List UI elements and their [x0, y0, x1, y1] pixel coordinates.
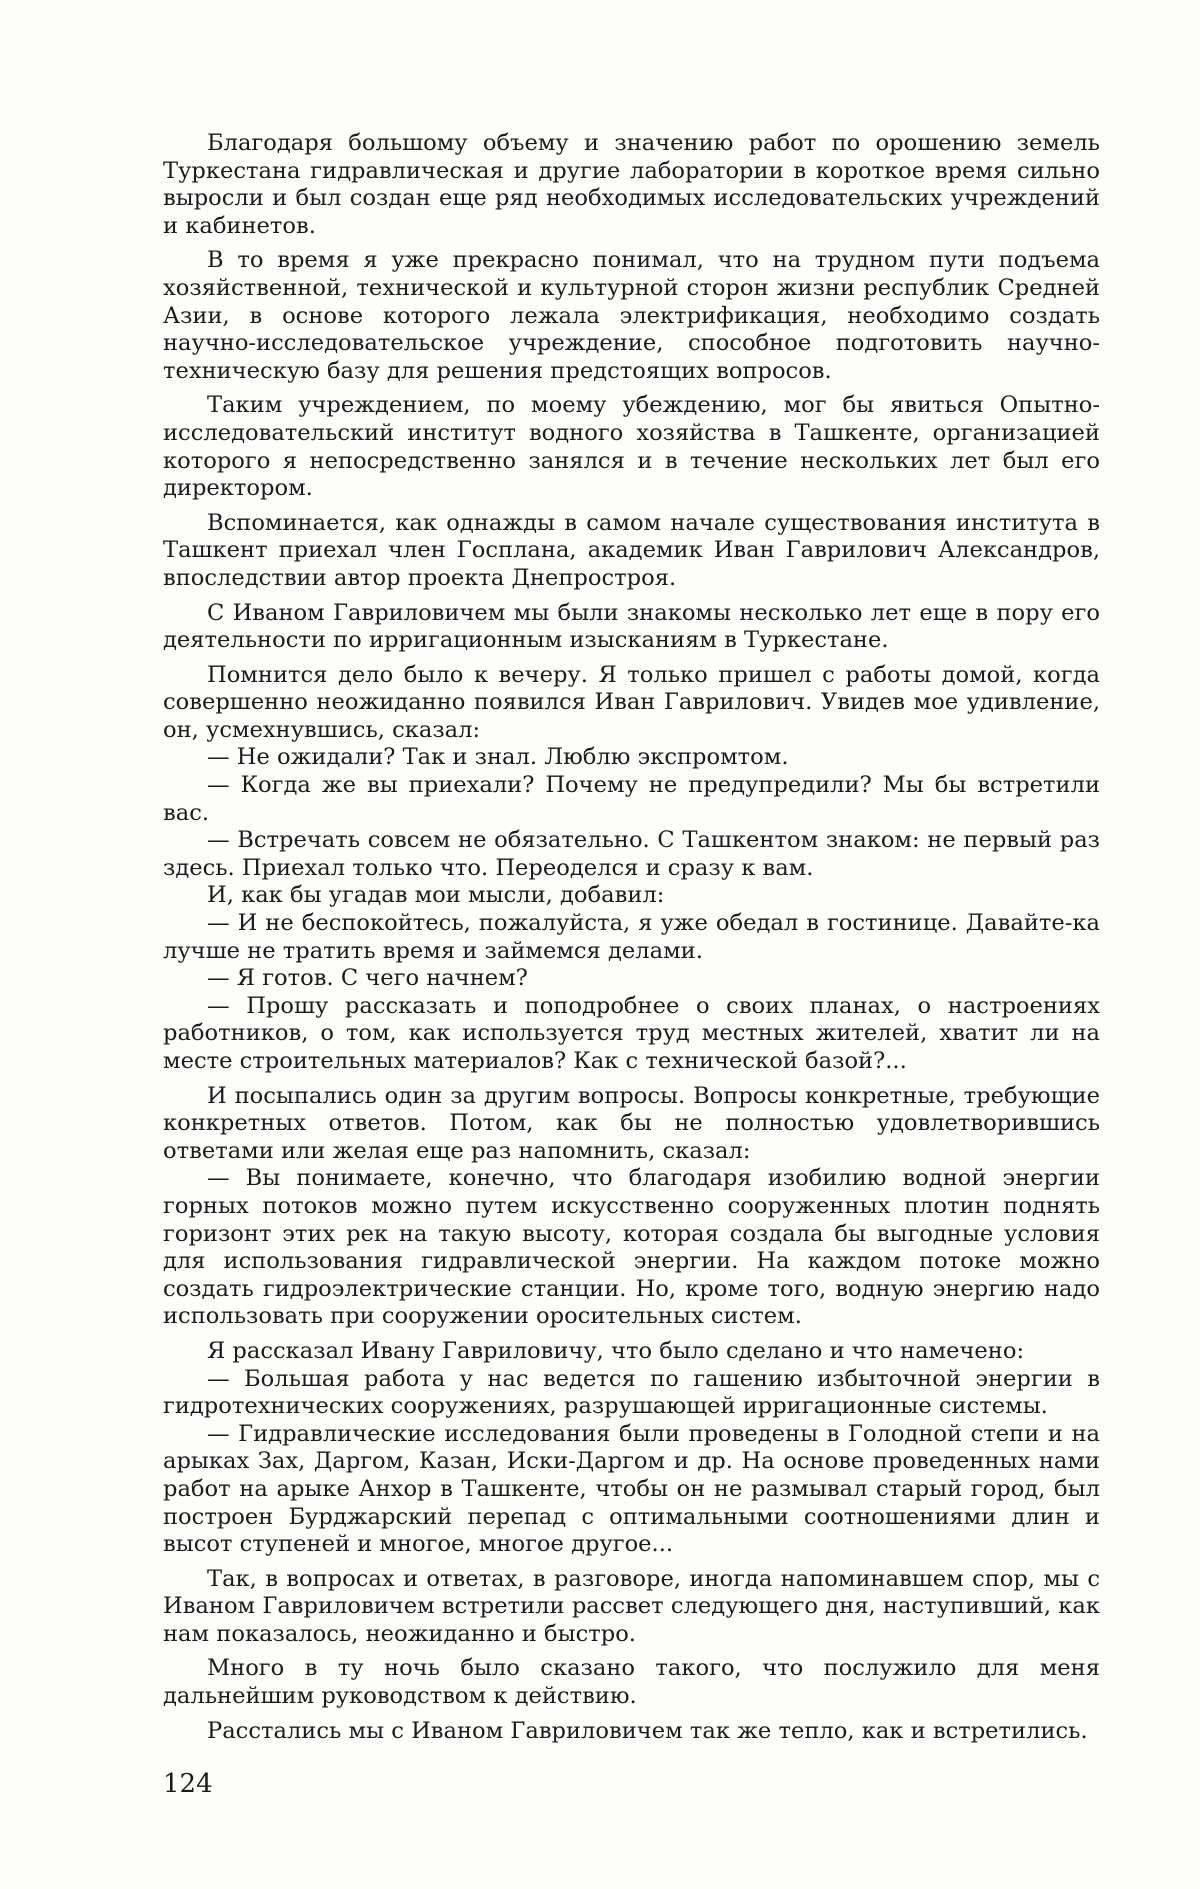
- dialog-line: — Когда же вы приехали? Почему не предупредили? Мы бы встретили вас.: [163, 772, 1100, 827]
- dialog-line: — Я готов. С чего начнем?: [163, 965, 1100, 993]
- dialog-line: — И не беспокойтесь, пожалуйста, я уже обедал в гостинице. Давайте-ка лучше не тратить время и займемся делами.: [163, 910, 1100, 965]
- page-text: [163, 130, 1100, 1752]
- paragraph: И, как бы угадав мои мысли, добавил:: [163, 882, 1100, 910]
- paragraph: Много в ту ночь было сказано такого, что послужило для меня дальнейшим руководством к действию.: [163, 1655, 1100, 1710]
- paragraph: Таким учреждением, по моему убеждению, мог бы явиться Опытно-исследовательский институт водного хозяйства в Ташкенте, организацией которого я непосредственно занялся и в течение нескольких лет был его директором.: [163, 392, 1100, 502]
- paragraph: Расстались мы с Иваном Гавриловичем так же тепло, как и встретились.: [163, 1718, 1100, 1746]
- dialog-line: — Гидравлические исследования были проведены в Голодной степи и на арыках Зах, Даргом, Казан, Иски-Даргом и др. На основе проведенных нами работ на арыке Анхор в Ташкенте, чтобы он не размывал старый город, был построен Бурджарский перепад с оптимальными соотношениями длин и высот ступеней и многое, многое другое...: [163, 1421, 1100, 1559]
- paragraph: С Иваном Гавриловичем мы были знакомы несколько лет еще в пору его деятельности по ирригационным изысканиям в Туркестане.: [163, 600, 1100, 655]
- paragraph: Помнится дело было к вечеру. Я только пришел с работы домой, когда совершенно неожиданно появился Иван Гаврилович. Увидев мое удивление, он, усмехнувшись, сказал:: [163, 662, 1100, 745]
- paragraph: Благодаря большому объему и значению работ по орошению земель Туркестана гидравлическая и другие лаборатории в короткое время сильно выросли и был создан еще ряд необходимых исследовательских учреждений и кабинетов.: [163, 130, 1100, 240]
- paragraph: Вспоминается, как однажды в самом начале существования института в Ташкент приехал член Госплана, академик Иван Гаврилович Александров, впоследствии автор проекта Днепростроя.: [163, 510, 1100, 593]
- paragraph: Я рассказал Ивану Гавриловичу, что было сделано и что намечено:: [163, 1338, 1100, 1366]
- paragraph: В то время я уже прекрасно понимал, что на трудном пути подъема хозяйственной, технической и культурной сторон жизни республик Средней Азии, в основе которого лежала электрификация, необходимо создать научно-исследовательское учреждение, способное подготовить научно-техническую базу для решения предстоящих вопросов.: [163, 247, 1100, 385]
- book-page: [0, 0, 1200, 1889]
- dialog-line: — Вы понимаете, конечно, что благодаря изобилию водной энергии горных потоков можно путем искусственно сооруженных плотин поднять горизонт этих рек на такую высоту, которая создала бы выгодные условия для использования гидравлической энергии. На каждом потоке можно создать гидроэлектрические станции. Но, кроме того, водную энергию надо использовать при сооружении оросительных систем.: [163, 1165, 1100, 1331]
- paragraph: Так, в вопросах и ответах, в разговоре, иногда напоминавшем спор, мы с Иваном Гавриловичем встретили рассвет следующего дня, наступивший, как нам показалось, неожиданно и быстро.: [163, 1566, 1100, 1649]
- page-number: 124: [163, 1769, 213, 1799]
- dialog-line: — Встречать совсем не обязательно. С Ташкентом знаком: не первый раз здесь. Приехал только что. Переоделся и сразу к вам.: [163, 827, 1100, 882]
- dialog-line: — Не ожидали? Так и знал. Люблю экспромтом.: [163, 744, 1100, 772]
- dialog-line: — Большая работа у нас ведется по гашению избыточной энергии в гидротехнических сооружениях, разрушающей ирригационные системы.: [163, 1366, 1100, 1421]
- paragraph: И посыпались один за другим вопросы. Вопросы конкретные, требующие конкретных ответов. Потом, как бы не полностью удовлетворившись ответами или желая еще раз напомнить, сказал:: [163, 1083, 1100, 1166]
- dialog-line: — Прошу рассказать и поподробнее о своих планах, о настроениях работников, о том, как используется труд местных жителей, хватит ли на месте строительных материалов? Как с технической базой?...: [163, 993, 1100, 1076]
